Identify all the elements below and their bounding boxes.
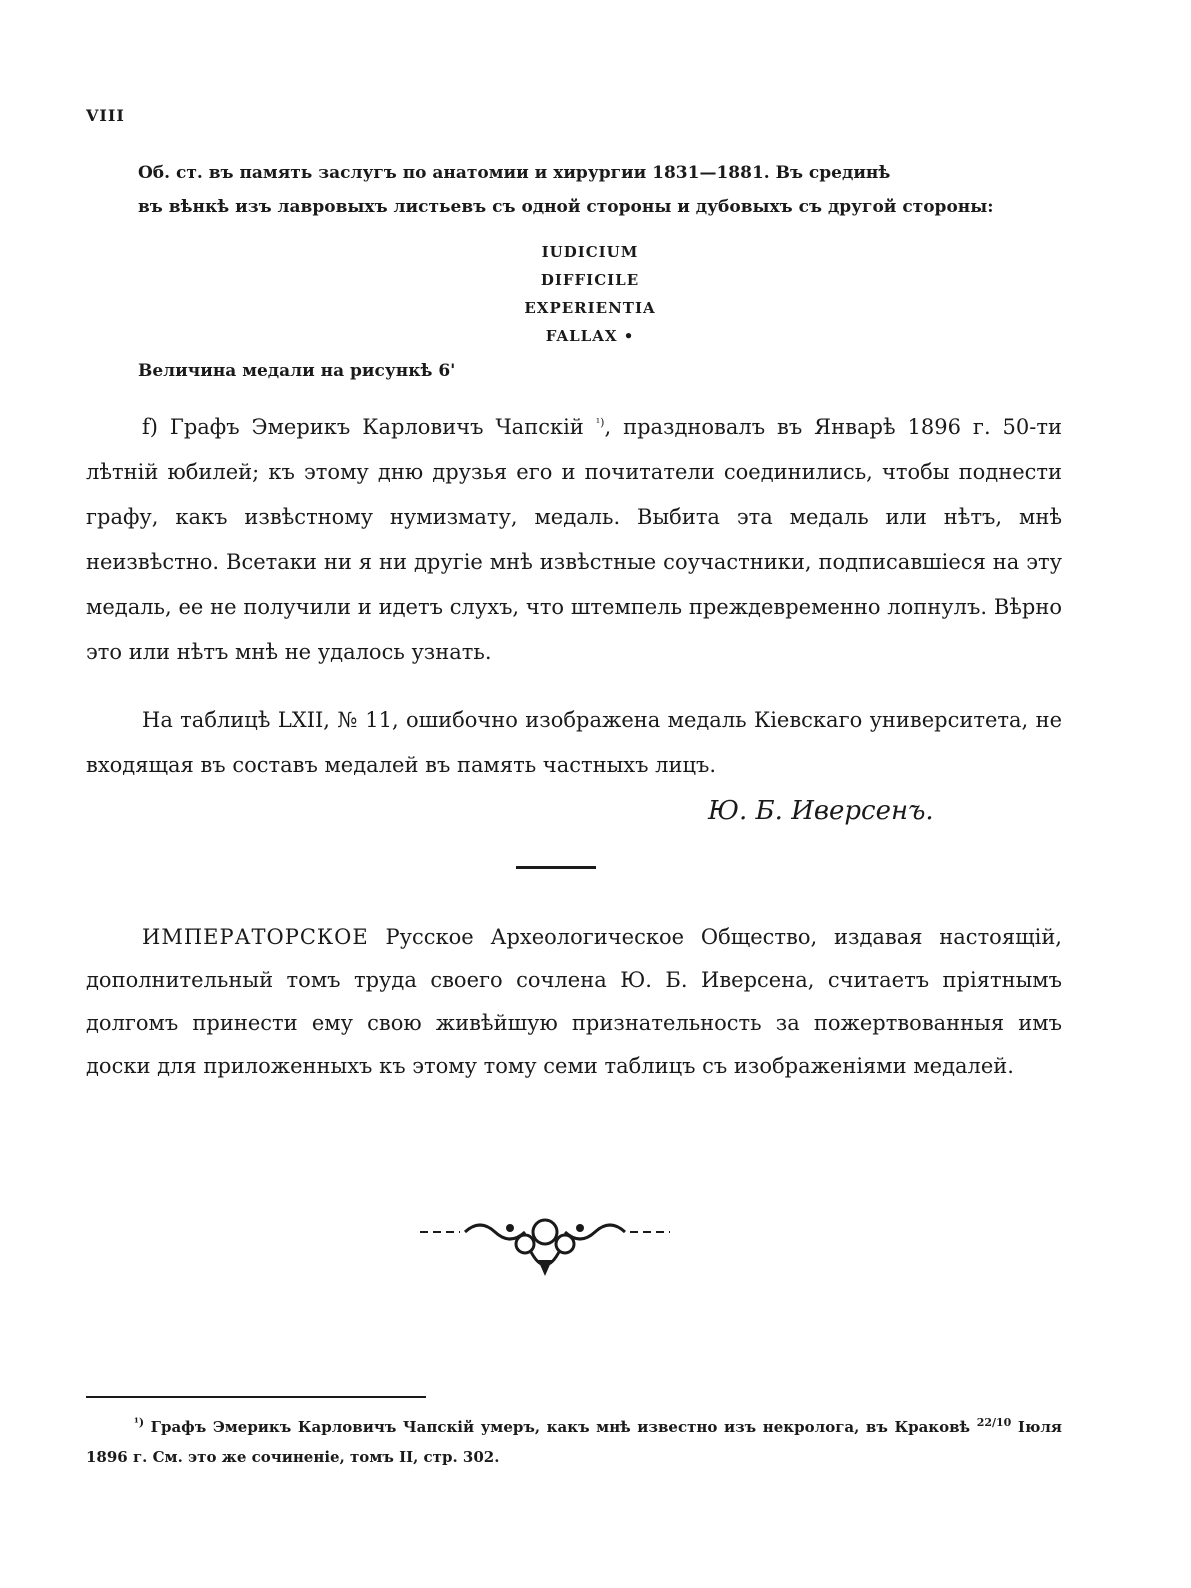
medal-description-line: въ вѣнкѣ изъ лавровыхъ листьевъ съ одной стороны и дубовыхъ съ другой стороны: [138,197,994,217]
inscription-line: IUDICIUM [541,243,639,261]
paragraph-table-note [86,698,1062,788]
page-number: VIII [86,106,125,125]
paragraph-text: Русское Археологическое Общество, издавая настоящій, дополнительный томъ труда своего сочлена Ю. Б. Иверсена, считаетъ пріятнымъ долгомъ принести ему свою живѣйшую признательность за пожертвованныя имъ доски для приложенныхъ къ этому тому семи таблицъ съ изображеніями медалей. [86,925,1062,1078]
footnote-text: Іюля 1896 г. См. это же сочиненіе, томъ II, стр. 302. [86,1418,1062,1466]
footnote-text: Графъ Эмерикъ Карловичъ Чапскій умеръ, какъ мнѣ известно изъ некролога, въ Краковѣ [144,1418,977,1436]
footnote [86,1408,1062,1472]
footnote-rule [86,1396,426,1398]
author-signature: Ю. Б. Иверсенъ. [708,796,934,826]
footnote-reference[interactable]: ¹) [595,416,605,429]
paragraph-text: , праздновалъ въ Январѣ 1896 г. 50-ти лѣтній юбилей; къ этому дню друзья его и почитатели соединились, чтобы поднести графу, какъ извѣстному нумизмату, медаль. Выбита эта медаль или нѣтъ, мнѣ неизвѣстно. Всетаки ни я ни другіе мнѣ извѣстные соучастники, подписавшіеся на эту медаль, ее не получили и идетъ слухъ, что штемпель преждевременно лопнулъ. Вѣрно это или нѣтъ мнѣ не удалось узнать. [86,415,1062,664]
decorative-ornament-icon [420,1210,670,1290]
footnote-mark: ¹) [134,1416,145,1429]
medal-inscription [440,238,740,350]
paragraph-chapski [86,400,1062,675]
inscription-line: EXPERIENTIA [524,299,656,317]
section-divider [516,866,596,869]
medal-size-note: Величина медали на рисункѣ 6' [138,361,456,381]
medal-description [138,156,1062,224]
inscription-line: FALLAX • [545,327,635,345]
inscription-line: DIFFICILE [540,271,640,289]
society-name-caps: ИМПЕРАТОРСКОЕ [142,925,369,949]
footnote-date: 22/10 [976,1416,1012,1429]
paragraph-text: На таблицѣ LXII, № 11, ошибочно изображена медаль Кіевскаго университета, не входящая въ составъ медалей въ память частныхъ лицъ. [86,708,1062,777]
paragraph-society [86,916,1062,1088]
medal-description-line: Об. ст. въ память заслугъ по анатомии и хирургии 1831—1881. Въ срединѣ [138,163,891,183]
paragraph-text: f) Графъ Эмерикъ Карловичъ Чапскій [142,415,596,439]
